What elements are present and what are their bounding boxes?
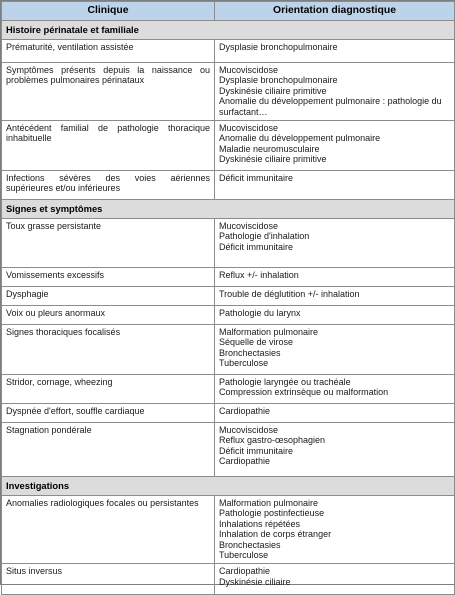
table-row xyxy=(2,63,455,121)
table-row xyxy=(2,306,455,325)
orientation-cell xyxy=(215,564,455,595)
clinique-cell: Stagnation pondérale xyxy=(2,423,215,477)
table-header-row xyxy=(2,2,455,21)
orientation-item: Anomalie du développement pulmonaire : pathologie du surfactant… xyxy=(219,96,442,117)
orientation-item: Mucoviscidose xyxy=(219,221,279,232)
section-title: Histoire périnatale et familiale xyxy=(2,21,455,40)
orientation-item: Dyskinésie ciliaire primitive xyxy=(219,85,327,96)
orientation-item: Pathologie du larynx xyxy=(219,308,301,319)
orientation-cell xyxy=(215,404,455,423)
orientation-item: Anomalie du développement pulmonaire xyxy=(219,133,381,144)
table-row xyxy=(2,423,455,477)
orientation-item: Cardiopathie xyxy=(219,456,271,467)
orientation-item: Trouble de déglutition +/- inhalation xyxy=(219,289,360,300)
orientation-cell xyxy=(215,171,455,200)
orientation-item: Mucoviscidose xyxy=(219,65,279,75)
table-row xyxy=(2,375,455,404)
table-row xyxy=(2,404,455,423)
clinique-cell: Prématurité, ventilation assistée xyxy=(2,40,215,63)
orientation-item: Cardiopathie xyxy=(219,566,271,577)
orientation-item: Dyskinésie ciliaire primitive xyxy=(219,154,327,165)
orientation-item: Inhalation de corps étranger xyxy=(219,529,332,540)
section-row xyxy=(2,477,455,496)
orientation-item: Pathologie d'inhalation xyxy=(219,231,310,242)
orientation-item: Dyskinésie ciliaire xyxy=(219,576,291,587)
orientation-cell xyxy=(215,121,455,171)
clinique-cell: Toux grasse persistante xyxy=(2,219,215,268)
orientation-item: Inhalations répétées xyxy=(219,518,301,529)
clinique-cell: Dysphagie xyxy=(2,287,215,306)
orientation-item: Pathologie postinfectieuse xyxy=(219,508,325,519)
table-row xyxy=(2,121,455,171)
orientation-item: Cardiopathie xyxy=(219,406,271,417)
table-row xyxy=(2,171,455,200)
orientation-item: Compression extrinsèque ou malformation xyxy=(219,387,389,398)
orientation-item: Déficit immunitaire xyxy=(219,241,294,252)
orientation-item: Déficit immunitaire xyxy=(219,173,294,184)
orientation-item: Tuberculose xyxy=(219,550,269,561)
orientation-item: Pathologie laryngée ou trachéale xyxy=(219,377,351,388)
orientation-cell xyxy=(215,219,455,268)
orientation-item: Malformation pulmonaire xyxy=(219,498,319,509)
header-orientation: Orientation diagnostique xyxy=(215,2,455,21)
orientation-cell xyxy=(215,268,455,287)
orientation-item: Malformation pulmonaire xyxy=(219,327,319,338)
clinique-cell: Anomalies radiologiques focales ou persistantes xyxy=(2,496,215,564)
clinique-cell: Dyspnée d'effort, souffle cardiaque xyxy=(2,404,215,423)
orientation-item: Dysplasie bronchopulmonaire xyxy=(219,42,338,52)
section-row xyxy=(2,21,455,40)
orientation-item: Dysplasie bronchopulmonaire xyxy=(219,75,338,86)
orientation-cell xyxy=(215,496,455,564)
table-body xyxy=(2,21,455,595)
orientation-item: Bronchectasies xyxy=(219,539,281,550)
table-row xyxy=(2,564,455,595)
orientation-item: Séquelle de virose xyxy=(219,337,294,348)
clinique-cell: Symptômes présents depuis la naissance ou problèmes pulmonaires périnataux xyxy=(2,63,215,121)
orientation-item: Reflux gastro-œsophagien xyxy=(219,435,326,446)
orientation-cell xyxy=(215,63,455,121)
orientation-item: Maladie neuromusculaire xyxy=(219,143,320,154)
orientation-item: Mucoviscidose xyxy=(219,425,279,436)
orientation-item: Déficit immunitaire xyxy=(219,445,294,456)
clinique-cell: Antécédent familial de pathologie thoracique inhabituelle xyxy=(2,121,215,171)
orientation-cell xyxy=(215,325,455,375)
diagnostic-table xyxy=(1,1,455,595)
orientation-item: Mucoviscidose xyxy=(219,123,279,134)
table-row xyxy=(2,40,455,63)
orientation-cell xyxy=(215,40,455,63)
section-title: Investigations xyxy=(2,477,455,496)
orientation-cell xyxy=(215,423,455,477)
clinique-cell: Situs inversus xyxy=(2,564,215,595)
header-clinique: Clinique xyxy=(2,2,215,21)
clinique-cell: Voix ou pleurs anormaux xyxy=(2,306,215,325)
clinique-cell: Stridor, cornage, wheezing xyxy=(2,375,215,404)
orientation-item: Tuberculose xyxy=(219,358,269,369)
orientation-item: Bronchectasies xyxy=(219,347,281,358)
orientation-item: Reflux +/- inhalation xyxy=(219,270,299,281)
clinique-cell: Vomissements excessifs xyxy=(2,268,215,287)
table-row xyxy=(2,268,455,287)
table-row xyxy=(2,325,455,375)
clinique-cell: Signes thoraciques focalisés xyxy=(2,325,215,375)
section-title: Signes et symptômes xyxy=(2,200,455,219)
table-row xyxy=(2,287,455,306)
orientation-cell xyxy=(215,306,455,325)
table-row xyxy=(2,219,455,268)
orientation-cell xyxy=(215,287,455,306)
clinique-cell: Infections sévères des voies aériennes supérieures et/ou inférieures xyxy=(2,171,215,200)
table-row xyxy=(2,496,455,564)
section-row xyxy=(2,200,455,219)
orientation-cell xyxy=(215,375,455,404)
